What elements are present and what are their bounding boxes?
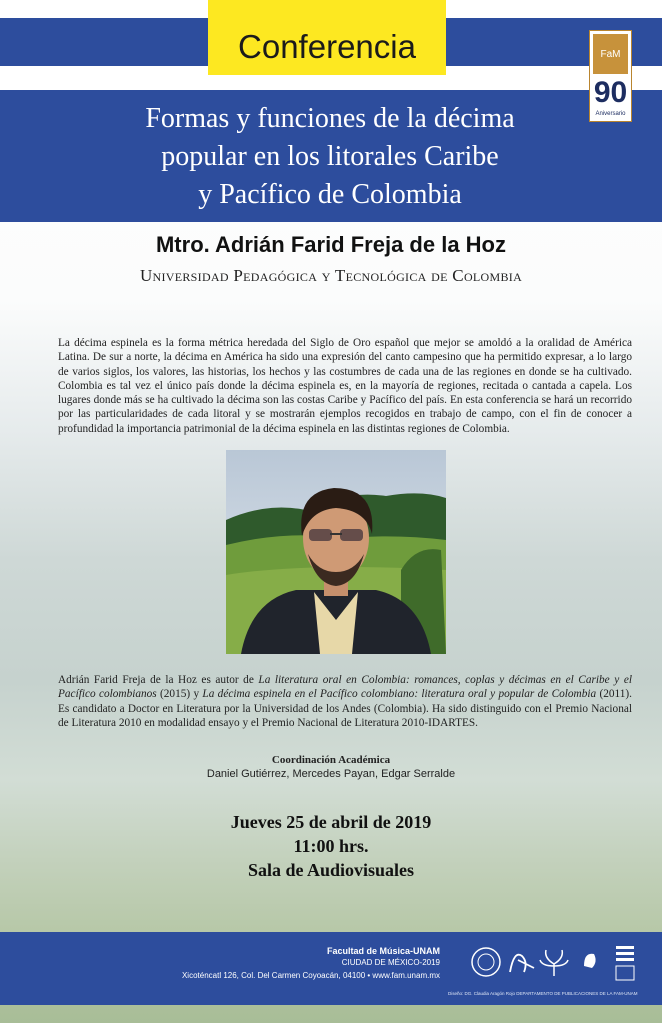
fam-mini-logo-icon xyxy=(616,946,634,949)
event-details xyxy=(0,810,662,882)
event-time: 11:00 hrs. xyxy=(293,836,369,856)
conference-label-text: Conferencia xyxy=(238,27,416,65)
fam-mini-logo-bar2-icon xyxy=(616,958,634,961)
bio-text-3: (2011). Es candidato a Doctor en Literatura por la Universidad de los Andes (Colombia). Ha sido distinguido con el Premio Nacional de Literatura 2010 en modalidad ensayo y el Premio Nacional de Literatura 2010-IDARTES. xyxy=(58,688,632,729)
conference-label xyxy=(208,0,446,75)
unam-seal-inner-icon xyxy=(478,954,494,970)
institution-logos xyxy=(470,942,640,984)
footer-institution: Facultad de Música-UNAM xyxy=(326,946,440,956)
bio-text-2: (2015) y xyxy=(156,688,203,701)
unam-motto-logo-icon xyxy=(510,955,534,972)
tree-logo-icon xyxy=(540,950,568,976)
event-venue: Sala de Audiovisuales xyxy=(247,860,415,880)
fam-logo-text: FaM xyxy=(600,48,621,60)
title-line-2: popular en los litorales Caribe xyxy=(161,141,499,172)
fam-mini-logo-box-icon xyxy=(616,966,634,980)
speaker-photo xyxy=(226,450,446,654)
speaker-affiliation: Universidad Pedagógica y Tecnológica de Colombia xyxy=(139,266,523,285)
title-line-3: y Pacífico de Colombia xyxy=(198,179,462,210)
fam-logo-box xyxy=(593,34,628,74)
coordination-title: Coordinación Académica xyxy=(271,754,391,766)
footer-address: Xicoténcatl 126, Col. Del Carmen Coyoacán, 04100 • www.fam.unam.mx xyxy=(181,971,440,980)
speaker-name: Mtro. Adrián Farid Freja de la Hoz xyxy=(155,232,506,257)
fam-mini-logo-bar-icon xyxy=(616,952,634,955)
coordination-names: Daniel Gutiérrez, Mercedes Payan, Edgar Serralde xyxy=(206,768,456,780)
design-credit: Diseño: DG. Claudia Aragón Rojo DEPARTAMENTO DE PUBLICACIONES DE LA FAM-UNAM xyxy=(448,991,638,996)
event-date: Jueves 25 de abril de 2019 xyxy=(230,812,432,832)
speaker-photo-illustration xyxy=(226,450,446,654)
abstract-text: La décima espinela es la forma métrica heredada del Siglo de Oro español que mejor se amoldó a la oralidad de América Latina. De sur a norte, la décima en América ha sido una expresión del canto campesino que ha permitido expresar, a lo largo de varios siglos, los valores, las historias, los hechos y las costumbres de cada una de las regiones en donde se ha cultivado. Colombia es tal vez el único país donde la décima espinela es, en la mayoría de regiones, recitada o cantada a capela. Los lugares donde más se ha cultivado la décima son las costas Caribe y Pacífico del país. En esta conferencia se hará un recorrido por las particularidades de cada litoral y se mostrarán ejemplos recogidos en trabajo de campo, con el fin de conocer a profundidad la importancia patrimonial de la décima espinela en las distintas regiones de Colombia. xyxy=(58,337,632,435)
conference-title xyxy=(60,100,600,214)
footer-band xyxy=(0,932,662,1005)
bio-book-1: La literatura oral en Colombia: romances, coplas y décimas en el Caribe y el Pacífico colombianos xyxy=(58,674,632,701)
bio-text-1: Adrián Farid Freja de la Hoz es autor de xyxy=(58,674,259,686)
title-line-1: Formas y funciones de la décima xyxy=(145,103,515,134)
unam-seal-icon xyxy=(472,948,500,976)
bio-book-2: La décima espinela en el Pacífico colombiano: literatura oral y popular de Colombia xyxy=(202,688,597,701)
speaker-bio xyxy=(58,673,632,730)
logo-number: 90 xyxy=(593,76,628,109)
footer-city: CIUDAD DE MÉXICO-2019 xyxy=(341,958,440,967)
logo-caption: Aniversario xyxy=(595,111,626,117)
anniversary-logo-icon xyxy=(584,954,596,968)
